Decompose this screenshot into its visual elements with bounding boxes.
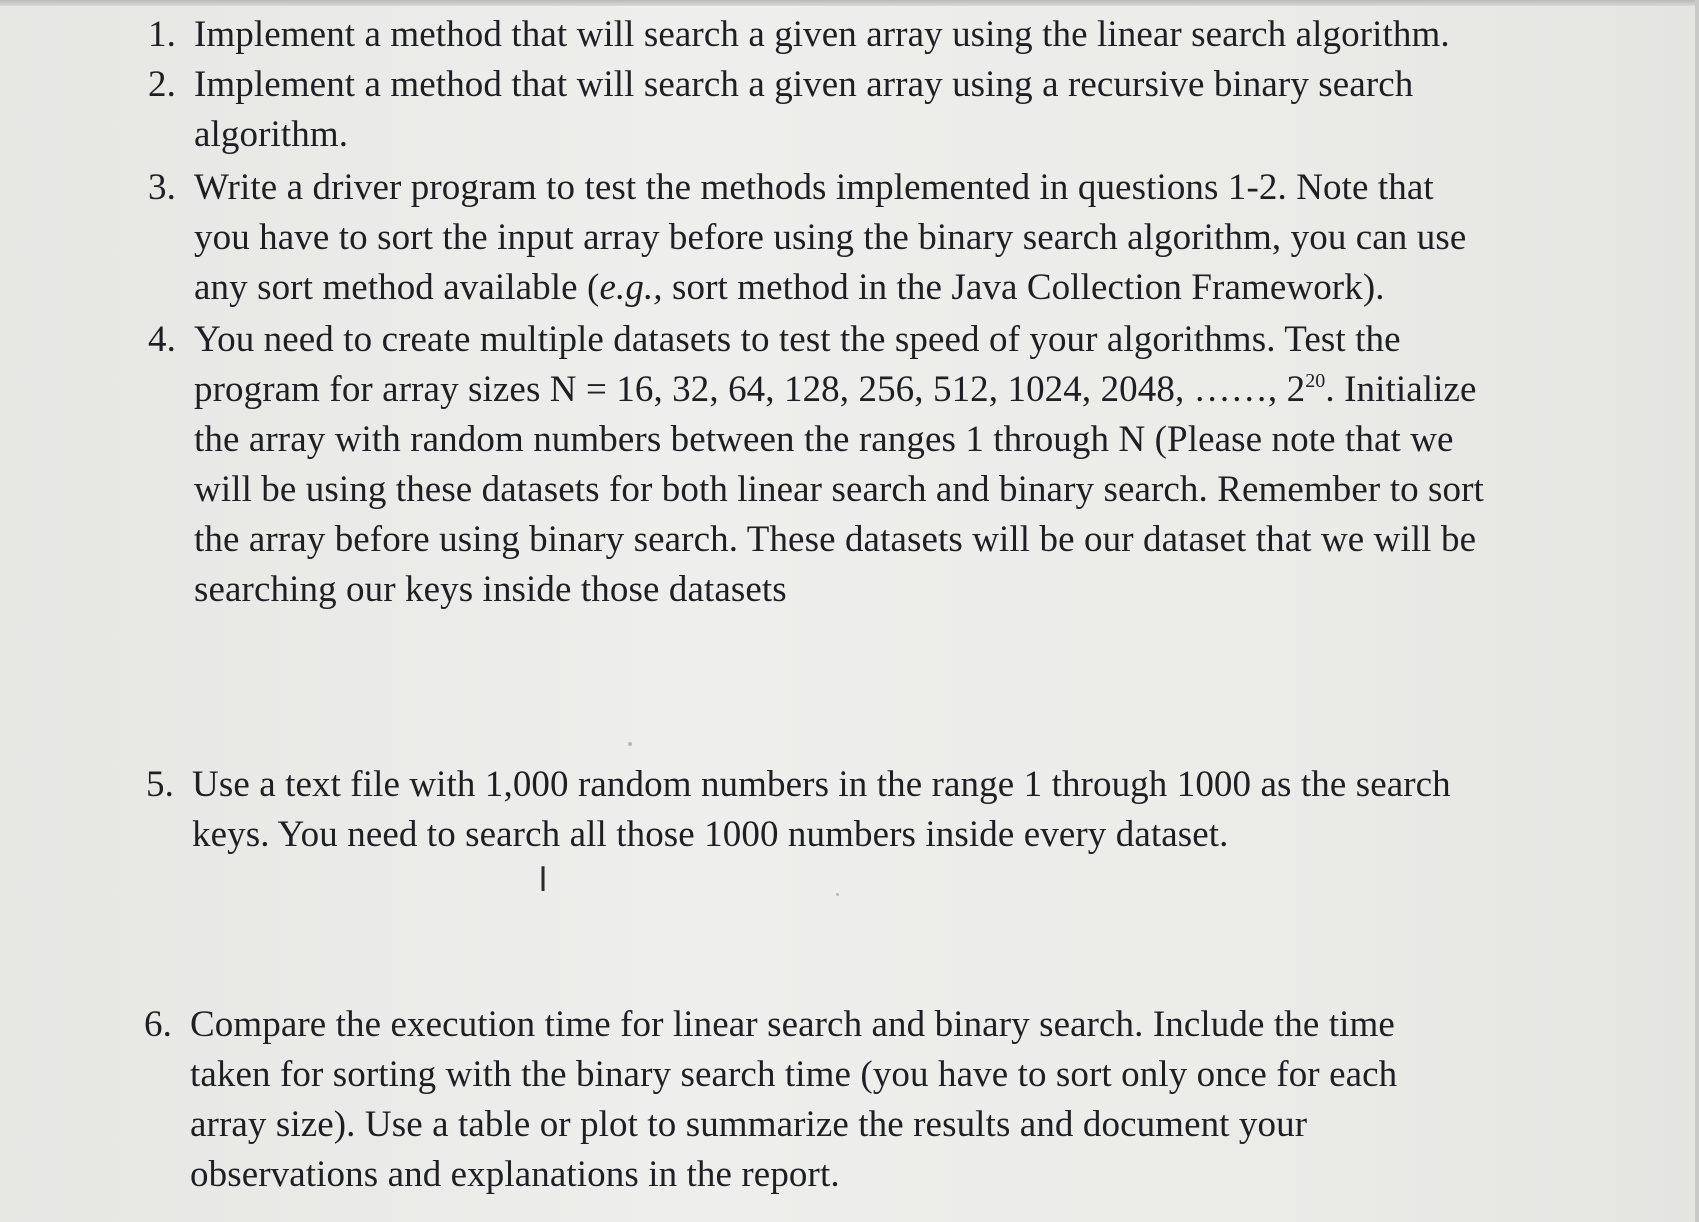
line-part: any sort method available ( bbox=[194, 267, 600, 308]
dust-speck bbox=[836, 893, 839, 896]
dust-speck bbox=[628, 742, 632, 746]
item-line: the array with random numbers between the ranges 1 through N (Please note that we bbox=[194, 419, 1454, 460]
item-number: 4. bbox=[148, 319, 176, 360]
item-line: algorithm. bbox=[194, 114, 349, 155]
item-line: the array before using binary search. These datasets will be our dataset that we will be bbox=[194, 519, 1477, 560]
item-line: You need to create multiple datasets to test the speed of your algorithms. Test the bbox=[194, 319, 1401, 360]
line-part: sort method in the Java Collection Framework). bbox=[662, 267, 1385, 308]
item-number: 1. bbox=[148, 14, 176, 55]
item-line: keys. You need to search all those 1000 numbers inside every dataset. bbox=[192, 814, 1229, 855]
item-line: Implement a method that will search a given array using the linear search algorithm. bbox=[194, 14, 1450, 55]
item-line: Write a driver program to test the methods implemented in questions 1-2. Note that bbox=[194, 167, 1434, 208]
line-part: . Initialize bbox=[1325, 369, 1477, 410]
item-line bbox=[194, 263, 1466, 313]
item-line: you have to sort the input array before using the binary search algorithm, you can use bbox=[194, 217, 1467, 258]
item-text bbox=[192, 760, 1451, 860]
item-line: observations and explanations in the report. bbox=[190, 1154, 840, 1195]
screen-right-edge bbox=[1695, 0, 1699, 1222]
item-line: Compare the execution time for linear search and binary search. Include the time bbox=[190, 1004, 1395, 1045]
text-cursor-icon: I bbox=[538, 860, 548, 900]
item-text bbox=[190, 1000, 1397, 1200]
item-line: Use a text file with 1,000 random numbers in the range 1 through 1000 as the search bbox=[192, 764, 1451, 805]
item-line: array size). Use a table or plot to summarize the results and document your bbox=[190, 1104, 1308, 1145]
italic-abbrev: e.g., bbox=[599, 267, 663, 308]
item-line: searching our keys inside those datasets bbox=[194, 569, 787, 610]
item-line: taken for sorting with the binary search time (you have to sort only once for each bbox=[190, 1054, 1398, 1095]
item-number: 5. bbox=[146, 764, 174, 805]
item-number: 6. bbox=[144, 1004, 172, 1045]
superscript: 20 bbox=[1305, 370, 1326, 392]
item-line: will be using these datasets for both linear search and binary search. Remember to sort bbox=[194, 469, 1484, 510]
item-text bbox=[194, 163, 1466, 313]
item-line: Implement a method that will search a given array using a recursive binary search bbox=[194, 64, 1414, 105]
item-line bbox=[194, 365, 1484, 415]
item-text bbox=[194, 315, 1484, 615]
item-text bbox=[194, 10, 1450, 60]
item-text bbox=[194, 60, 1413, 160]
line-part: program for array sizes N = 16, 32, 64, 128, 256, 512, 1024, 2048, ……, 2 bbox=[194, 369, 1306, 410]
screen-top-edge bbox=[0, 0, 1699, 6]
item-number: 2. bbox=[148, 64, 176, 105]
item-number: 3. bbox=[148, 167, 176, 208]
